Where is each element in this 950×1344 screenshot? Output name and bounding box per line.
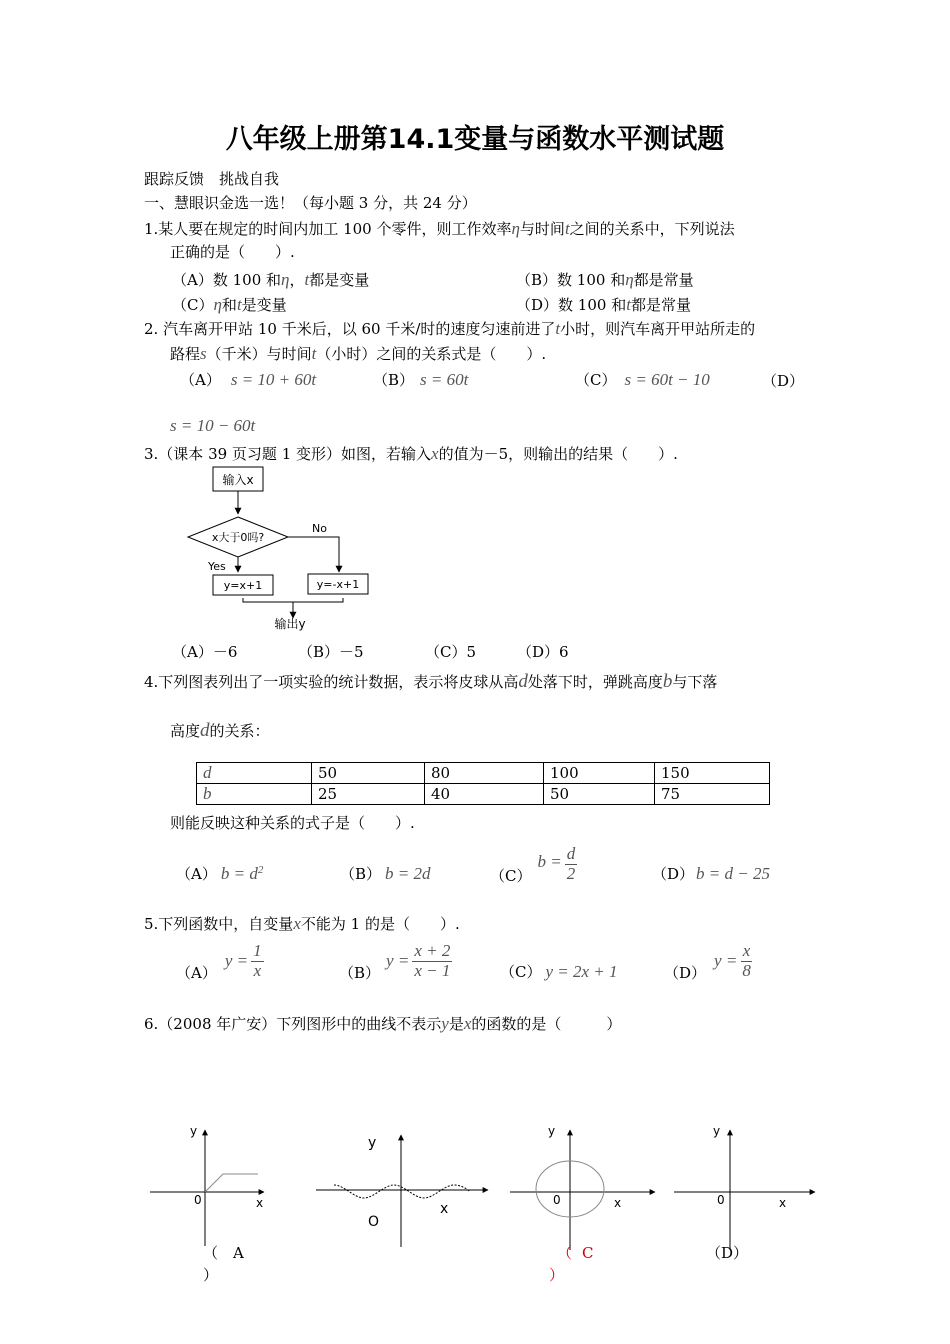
q4-line3: 则能反映这种关系的式子是（ ）. — [170, 814, 415, 832]
table-cell: 150 — [655, 763, 770, 784]
svg-text:x: x — [779, 1196, 787, 1210]
q1-line1 — [144, 219, 735, 239]
svg-text:y: y — [190, 1124, 198, 1138]
svg-text:x: x — [614, 1196, 622, 1210]
q6-line1: 6.（2008 年广安）下列图形中的曲线不表示y是x的函数的是（ ） — [144, 1014, 622, 1033]
table-cell: 100 — [544, 763, 655, 784]
q6-label-a: （ A — [203, 1244, 244, 1262]
svg-text:O: O — [368, 1214, 380, 1230]
q5-option-b: （B） y = $\frac{x + 2}{x - 1}$ — [339, 940, 451, 982]
q4-line1: 4.下列图表列出了一项实验的统计数据，表示将皮球从高d处落下时，弹跳高度b与下落 — [144, 671, 718, 692]
svg-text:y: y — [713, 1124, 721, 1138]
graph-a — [150, 1124, 264, 1246]
q3-option-c: （C）5 — [425, 643, 477, 661]
q1-option-d: （D）数 100 和t都是常量 — [516, 295, 691, 314]
flowchart — [180, 462, 400, 636]
table-cell: b — [197, 784, 312, 805]
flow-right-label: y=-x+1 — [316, 578, 360, 591]
q3-option-d: （D）6 — [517, 643, 569, 661]
table-cell: 50 — [544, 784, 655, 805]
table-cell: 80 — [425, 763, 544, 784]
graph-options — [0, 1110, 950, 1290]
q5-line1: 5.下列函数中，自变量x不能为 1 的是（ ）. — [144, 914, 460, 933]
q6-label-c-close: ） — [549, 1266, 565, 1284]
q3-option-a: （A）－6 — [172, 643, 238, 661]
svg-text:y: y — [548, 1124, 556, 1138]
q5-option-c: （C） y = 2x + 1 — [500, 962, 618, 981]
table-cell: 75 — [655, 784, 770, 805]
page-title: 八年级上册第14.1变量与函数水平测试题 — [225, 124, 725, 155]
svg-text:0: 0 — [717, 1193, 725, 1207]
flow-input-label: 输入x — [222, 473, 254, 487]
var-eta: η — [511, 219, 520, 238]
table-cell: 25 — [312, 784, 425, 805]
graph-b — [316, 1135, 488, 1247]
q2-line1: 2. 汽车离开甲站 10 千米后，以 60 千米/时的速度匀速前进了t小时，则汽车离开甲站所走的 — [144, 319, 756, 338]
q3-line1: 3.（课本 39 页习题 1 变形）如图，若输入x的值为－5，则输出的结果（ ）. — [144, 444, 678, 463]
flow-left-label: y=x+1 — [223, 579, 263, 592]
q2-option-c: （C） s = 60t − 10 — [575, 370, 710, 389]
flow-decision-label: x大于0吗? — [211, 531, 265, 544]
table-row — [197, 763, 770, 784]
q2-option-a: （A） s = 10 + 60t — [180, 370, 317, 389]
table-cell: 40 — [425, 784, 544, 805]
q4-option-b: （B） b = 2d — [340, 864, 431, 883]
table-cell: d — [197, 763, 312, 784]
q5-option-a: （A） y = $\frac{1}{x}$ — [176, 940, 262, 982]
subtitle: 跟踪反馈 挑战自我 — [144, 170, 280, 188]
graph-c — [510, 1124, 655, 1250]
q1-text-b: 与时间 — [519, 220, 565, 238]
flow-output-label: 输出y — [274, 617, 306, 631]
flow-no-label: No — [312, 522, 327, 535]
q2-option-d-label: （D） — [762, 372, 805, 390]
q1-option-c: （C）η和t是变量 — [172, 295, 287, 314]
q4-option-c: （C） b = $\frac{d}{2}$ — [490, 843, 576, 885]
svg-text:y: y — [368, 1135, 377, 1151]
table-row — [197, 784, 770, 805]
q5-option-d: （D） y = $\frac{x}{8}$ — [664, 940, 751, 982]
q3-option-b: （B）－5 — [298, 643, 364, 661]
q4-option-a: （A） $b = d^2$ — [176, 864, 264, 883]
q6-label-a-close: ） — [203, 1266, 219, 1284]
q2-line2: 路程s（千米）与时间t（小时）之间的关系式是（ ）. — [170, 344, 547, 363]
flow-yes-label: Yes — [208, 560, 226, 573]
section-heading: 一、慧眼识金选一选！（每小题 3 分，共 24 分） — [144, 194, 477, 212]
table-cell: 50 — [312, 763, 425, 784]
graph-d — [674, 1124, 815, 1250]
q6-label-c: （ C — [557, 1244, 594, 1262]
q4-option-d: （D） b = d − 25 — [652, 864, 770, 883]
q6-label-d: （D） — [706, 1244, 749, 1262]
svg-text:0: 0 — [553, 1193, 561, 1207]
var-t: t — [564, 219, 570, 238]
q1-text-c: 之间的关系中，下列说法 — [569, 220, 735, 238]
q2-option-b: （B） s = 60t — [373, 370, 469, 389]
q1-line2: 正确的是（ ）. — [170, 243, 295, 261]
svg-text:x: x — [440, 1201, 449, 1217]
q4-line2: 高度d的关系： — [170, 720, 270, 741]
data-table — [196, 762, 770, 805]
svg-text:x: x — [256, 1196, 264, 1210]
q2-option-d-expr: s = 10 − 60t — [170, 416, 256, 435]
q1-text-a: 1.某人要在规定的时间内加工 100 个零件，则工作效率 — [144, 220, 512, 238]
q1-option-a: （A）数 100 和η，t都是变量 — [172, 270, 370, 289]
svg-text:0: 0 — [194, 1193, 202, 1207]
q1-option-b: （B）数 100 和η都是常量 — [516, 270, 694, 289]
